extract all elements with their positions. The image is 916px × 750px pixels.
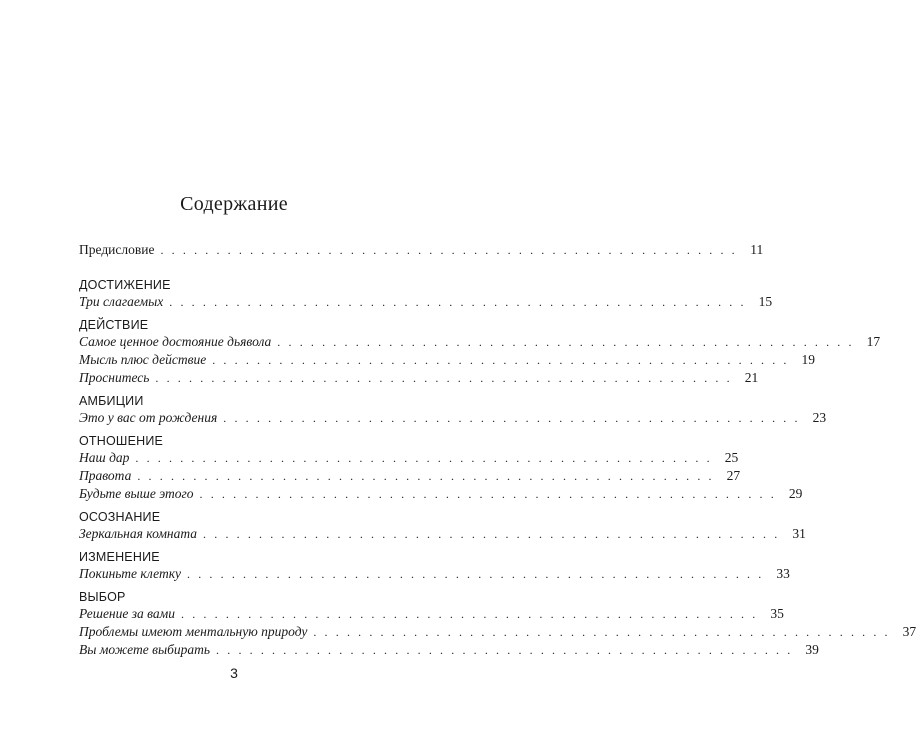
toc-entry-page: 17 <box>866 334 881 349</box>
page-number: 3 <box>230 665 238 681</box>
toc-leader-dots: . . . . . . . . . . . . . . . . . . . . . . . . . . . . . . . . . . . . . . . . . . . . . . . . . . . . <box>181 607 758 621</box>
toc-entry <box>79 450 739 469</box>
toc-leader-dots: . . . . . . . . . . . . . . . . . . . . . . . . . . . . . . . . . . . . . . . . . . . . . . . . . . . . <box>313 625 891 639</box>
toc-entry-page: 15 <box>758 294 773 309</box>
toc-leader-dots: . . . . . . . . . . . . . . . . . . . . . . . . . . . . . . . . . . . . . . . . . . . . . . . . . . . . <box>135 451 713 465</box>
toc-entry-page: 29 <box>788 486 803 501</box>
toc-entry <box>79 624 916 643</box>
toc-entry <box>79 370 759 389</box>
toc-entry-label: Покиньте клетку <box>79 566 182 581</box>
toc-entry-label: Проснитесь <box>79 370 150 385</box>
toc-entry-label: Самое ценное достояние дьявола <box>79 334 272 349</box>
section-heading: АМБИЦИИ <box>79 394 144 408</box>
toc-leader-dots: . . . . . . . . . . . . . . . . . . . . . . . . . . . . . . . . . . . . . . . . . . . . . . . . . . . . <box>223 411 801 425</box>
toc-entry-page: 31 <box>792 526 806 541</box>
toc-leader-dots: . . . . . . . . . . . . . . . . . . . . . . . . . . . . . . . . . . . . . . . . . . . . . . . . . . . . <box>137 469 715 483</box>
section-heading: ДЕЙСТВИЕ <box>79 318 149 332</box>
toc-entry-page: 33 <box>776 566 790 581</box>
toc-entry-page: 27 <box>726 468 741 483</box>
toc-entry-label: Вы можете выбирать <box>79 642 211 657</box>
toc-leader-dots: . . . . . . . . . . . . . . . . . . . . . . . . . . . . . . . . . . . . . . . . . . . . . . . . . . . . <box>155 371 733 385</box>
toc-entry-page: 19 <box>801 352 816 367</box>
toc-entry-label: Мысль плюс действие <box>79 352 207 367</box>
toc-entry-preface <box>79 242 764 261</box>
toc-entry <box>79 294 773 313</box>
section-heading: ИЗМЕНЕНИЕ <box>79 550 160 564</box>
toc-entry-label: Три слагаемых <box>79 294 164 309</box>
toc-entry-label: Наш дар <box>79 450 130 465</box>
toc-entry-page: 39 <box>805 642 819 657</box>
toc-entry-label: Решение за вами <box>79 606 176 621</box>
toc-entry-label: Это у вас от рождения <box>79 410 218 425</box>
toc-entry <box>79 642 819 661</box>
toc-leader-dots: . . . . . . . . . . . . . . . . . . . . . . . . . . . . . . . . . . . . . . . . . . . . . . . . . . . . <box>277 335 855 349</box>
toc-entry <box>79 486 803 505</box>
section-heading: ДОСТИЖЕНИЕ <box>79 278 171 292</box>
toc-entry-page: 37 <box>902 624 916 639</box>
toc-leader-dots: . . . . . . . . . . . . . . . . . . . . . . . . . . . . . . . . . . . . . . . . . . . . . . . . . . . . <box>216 643 793 657</box>
toc-leader-dots: . . . . . . . . . . . . . . . . . . . . . . . . . . . . . . . . . . . . . . . . . . . . . . . . . . . . <box>212 353 790 367</box>
toc-entry-page: 21 <box>744 370 759 385</box>
toc-entry-label: Проблемы имеют ментальную природу <box>79 624 308 639</box>
toc-entry-label: Предисловие <box>79 242 155 257</box>
toc-entry <box>79 526 806 545</box>
toc-leader-dots: . . . . . . . . . . . . . . . . . . . . . . . . . . . . . . . . . . . . . . . . . . . . . . . . . . . . <box>160 243 738 257</box>
toc-entry-label: Зеркальная комната <box>79 526 198 541</box>
toc-entry <box>79 566 790 585</box>
toc-entry <box>79 334 881 353</box>
toc-leader-dots: . . . . . . . . . . . . . . . . . . . . . . . . . . . . . . . . . . . . . . . . . . . . . . . . . . . . <box>187 567 764 581</box>
toc-entry-page: 23 <box>812 410 827 425</box>
toc-entry <box>79 606 784 625</box>
toc-entry-page: 35 <box>770 606 784 621</box>
toc-leader-dots: . . . . . . . . . . . . . . . . . . . . . . . . . . . . . . . . . . . . . . . . . . . . . . . . . . . . <box>203 527 780 541</box>
toc-entry <box>79 410 827 429</box>
toc-leader-dots: . . . . . . . . . . . . . . . . . . . . . . . . . . . . . . . . . . . . . . . . . . . . . . . . . . . . <box>199 487 777 501</box>
page-title: Содержание <box>180 193 288 215</box>
section-heading: ОТНОШЕНИЕ <box>79 434 164 448</box>
toc-entry <box>79 352 816 371</box>
toc-entry <box>79 468 741 487</box>
toc-entry-page: 25 <box>724 450 739 465</box>
toc-entry-label: Правота <box>79 468 132 483</box>
toc-leader-dots: . . . . . . . . . . . . . . . . . . . . . . . . . . . . . . . . . . . . . . . . . . . . . . . . . . . . <box>169 295 747 309</box>
section-heading: ОСОЗНАНИЕ <box>79 510 161 524</box>
toc-entry-page: 11 <box>750 242 764 257</box>
section-heading: ВЫБОР <box>79 590 126 604</box>
toc-entry-label: Будьте выше этого <box>79 486 194 501</box>
